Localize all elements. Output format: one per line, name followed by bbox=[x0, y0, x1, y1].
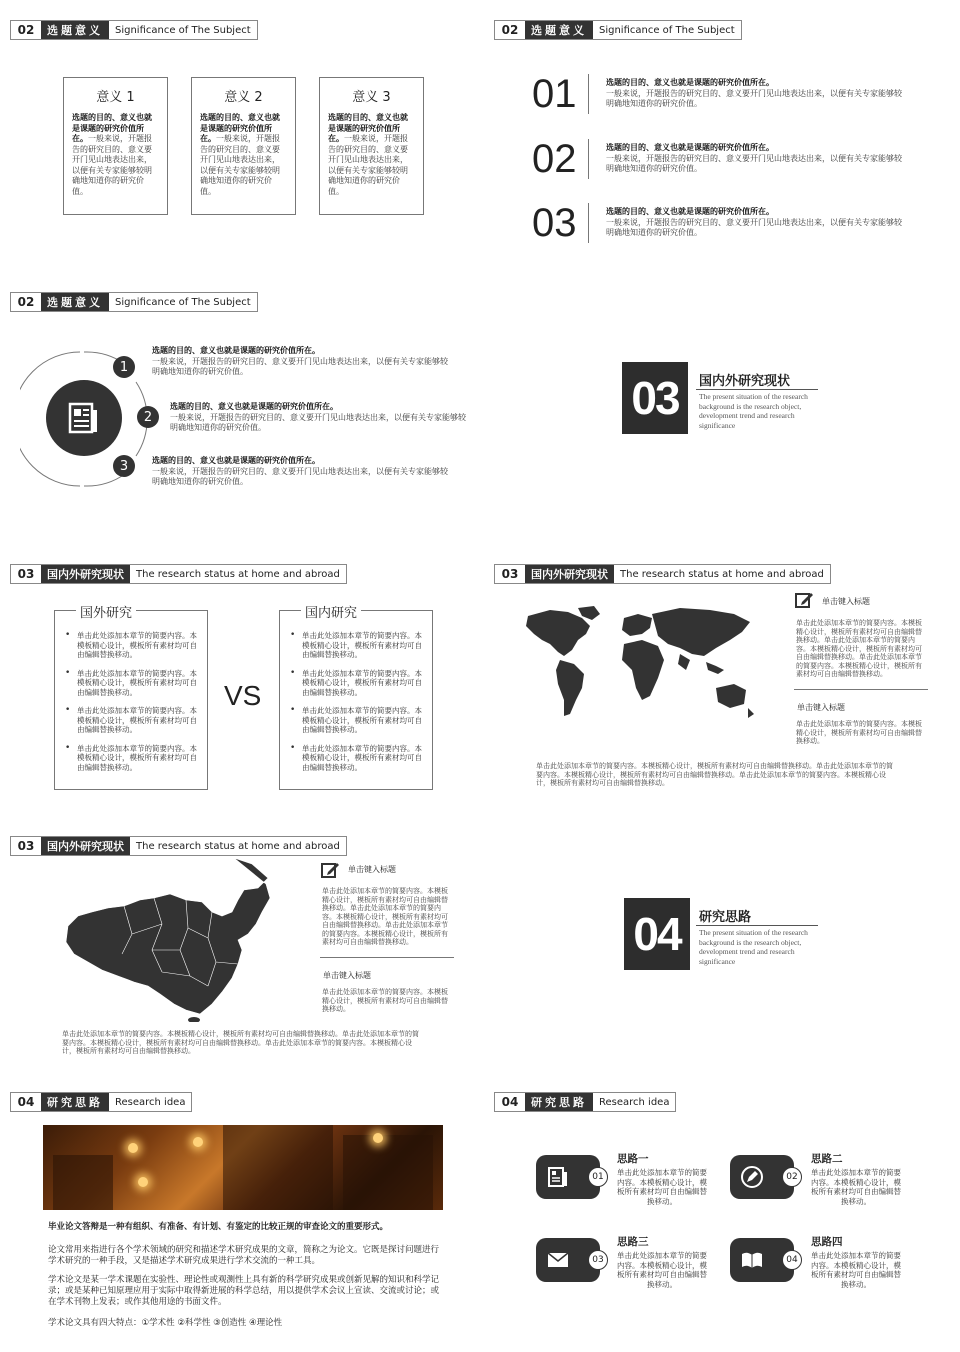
header-title-en: Significance of The Subject bbox=[599, 24, 735, 36]
slide-header bbox=[494, 20, 742, 40]
numbered-row bbox=[532, 137, 912, 189]
bottom-text: 单击此处添加本章节的简要内容。本模板精心设计，模板所有素材均可自由编辑替换移动。单击此处添加本章节的简要内容。本模板精心设计，模板所有素材均可自由编辑替换移动。单击此处添加本章节的简要内容。本模板精心设计，模板所有素材均可自由编辑替换移动。 bbox=[62, 1030, 419, 1055]
section-divider bbox=[696, 389, 818, 390]
meaning-box-1 bbox=[63, 77, 168, 215]
divider bbox=[588, 74, 589, 114]
numbered-row bbox=[532, 201, 912, 253]
step-text: 一般来说，开题报告的研究目的、意义要开门见山地表达出来，以便有关专家能够较明确地知道你的研究价值。 bbox=[152, 356, 448, 376]
step-number-2: 2 bbox=[137, 406, 159, 428]
meaning-box-2 bbox=[191, 77, 296, 215]
idea-text: 单击此处添加本章节的简要内容。本模板精心设计，模板所有素材均可自由编辑替换移动。 bbox=[811, 1168, 901, 1206]
idea-title: 思路二 bbox=[811, 1153, 843, 1165]
idea-title: 思路四 bbox=[811, 1236, 843, 1248]
block-text: 单击此处添加本章节的简要内容。本模板精心设计，模板所有素材均可自由编辑替换移动。单击此处添加本章节的简要内容。本模板精心设计，模板所有素材均可自由编辑替换移动。单击此处添加本章节的简要内容。本模板精心设计，模板所有素材均可自由编辑替换移动。 bbox=[322, 887, 448, 946]
pencil-icon bbox=[740, 1165, 764, 1189]
header-number: 03 bbox=[495, 565, 525, 583]
row-number: 02 bbox=[532, 137, 577, 181]
numbered-row bbox=[532, 72, 912, 124]
list-item: • 单击此处添加本章节的简要内容。本模板精心设计，模板所有素材均可自由编辑替换移动。 bbox=[302, 706, 422, 735]
meaning-box-title: 意义 1 bbox=[96, 90, 135, 105]
slide-header bbox=[10, 1092, 192, 1112]
header-title-cn: 选题意义 bbox=[41, 293, 109, 311]
section-divider bbox=[696, 925, 818, 926]
library-photo bbox=[43, 1125, 443, 1210]
row-text: 一般来说，开题报告的研究目的、意义要开门见山地表达出来，以便有关专家能够较明确地知道你的研究价值。 bbox=[606, 153, 902, 173]
slide-header bbox=[10, 20, 258, 40]
slide-header bbox=[10, 292, 258, 312]
slide-section-03 bbox=[484, 272, 958, 538]
meaning-box-text: 一般来说，开题报告的研究目的、意义要开门见山地表达出来，以便有关专家能够较明确地知道你的研究价值。 bbox=[328, 134, 408, 196]
section-title: 国内外研究现状 bbox=[699, 374, 791, 389]
header-title-en: The research status at home and abroad bbox=[136, 568, 340, 580]
headline-text: 毕业论文答辩是一种有组织、有准备、有计划、有鉴定的比较正规的审查论文的重要形式。 bbox=[48, 1222, 389, 1232]
list-item: • 单击此处添加本章节的简要内容。本模板精心设计，模板所有素材均可自由编辑替换移动。 bbox=[77, 706, 197, 735]
list-item: • 单击此处添加本章节的简要内容。本模板精心设计，模板所有素材均可自由编辑替换移动。 bbox=[302, 744, 422, 773]
row-text: 一般来说，开题报告的研究目的、意义要开门见山地表达出来，以便有关专家能够较明确地知道你的研究价值。 bbox=[606, 88, 902, 108]
list-item: • 单击此处添加本章节的简要内容。本模板精心设计，模板所有素材均可自由编辑替换移动。 bbox=[77, 669, 197, 698]
edit-icon bbox=[794, 590, 814, 614]
step-bold: 选题的目的、意义也就是课题的研究价值所在。 bbox=[152, 346, 320, 355]
header-title-cn: 选题意义 bbox=[525, 21, 593, 39]
header-title-cn: 研究思路 bbox=[41, 1093, 109, 1111]
meaning-box-text: 一般来说，开题报告的研究目的、意义要开门见山地表达出来，以便有关专家能够较明确地知道你的研究价值。 bbox=[200, 134, 280, 196]
idea-title: 思路一 bbox=[617, 1153, 649, 1165]
divider bbox=[588, 139, 589, 179]
idea-text: 单击此处添加本章节的简要内容。本模板精心设计，模板所有素材均可自由编辑替换移动。 bbox=[617, 1168, 707, 1206]
step-text: 一般来说，开题报告的研究目的、意义要开门见山地表达出来，以便有关专家能够较明确地知道你的研究价值。 bbox=[170, 412, 466, 432]
domestic-research-box bbox=[279, 610, 433, 790]
row-bold: 选题的目的、意义也就是课题的研究价值所在。 bbox=[606, 143, 774, 152]
block-title: 单击键入标题 bbox=[822, 597, 870, 606]
section-number: 03 bbox=[622, 362, 688, 434]
step-bold: 选题的目的、意义也就是课题的研究价值所在。 bbox=[152, 456, 320, 465]
slide-header bbox=[494, 564, 831, 584]
document-icon bbox=[546, 1165, 570, 1189]
block-text: 单击此处添加本章节的简要内容。本模板精心设计，模板所有素材均可自由编辑替换移动。 bbox=[796, 720, 922, 745]
meaning-box-bold: 选题的目的、意义也就是课题的研究价值所在。 bbox=[200, 113, 280, 143]
section-title: 研究思路 bbox=[699, 910, 752, 925]
row-bold: 选题的目的、意义也就是课题的研究价值所在。 bbox=[606, 78, 774, 87]
slide-world-map bbox=[484, 544, 958, 810]
idea-number: 03 bbox=[588, 1250, 608, 1270]
domestic-research-title: 国内研究 bbox=[301, 602, 361, 621]
edit-icon bbox=[320, 860, 340, 884]
header-title-cn: 选题意义 bbox=[41, 21, 109, 39]
header-title-en: The research status at home and abroad bbox=[620, 568, 824, 580]
slide-section-04 bbox=[484, 816, 958, 1082]
bottom-text: 单击此处添加本章节的简要内容。本模板精心设计，模板所有素材均可自由编辑替换移动。单击此处添加本章节的简要内容。本模板精心设计，模板所有素材均可自由编辑替换移动。单击此处添加本章节的简要内容。本模板精心设计，模板所有素材均可自由编辑替换移动。 bbox=[536, 762, 893, 787]
header-number: 02 bbox=[11, 21, 41, 39]
meaning-box-title: 意义 2 bbox=[224, 90, 263, 105]
idea-title: 思路三 bbox=[617, 1236, 649, 1248]
slide-china-map bbox=[0, 816, 474, 1082]
paragraph-3: 学术论文具有四大特点：①学术性 ②科学性 ③创造性 ④理论性 bbox=[48, 1318, 283, 1328]
header-title-cn: 研究思路 bbox=[525, 1093, 593, 1111]
china-map bbox=[62, 854, 276, 1022]
row-number: 03 bbox=[532, 201, 577, 245]
block-text: 单击此处添加本章节的简要内容。本模板精心设计，模板所有素材均可自由编辑替换移动。单击此处添加本章节的简要内容。本模板精心设计，模板所有素材均可自由编辑替换移动。单击此处添加本章节的简要内容。本模板精心设计，模板所有素材均可自由编辑替换移动。 bbox=[796, 619, 922, 678]
header-number: 03 bbox=[11, 837, 41, 855]
section-number: 04 bbox=[624, 898, 690, 970]
row-number: 01 bbox=[532, 72, 577, 116]
idea-text: 单击此处添加本章节的简要内容。本模板精心设计，模板所有素材均可自由编辑替换移动。 bbox=[811, 1251, 901, 1289]
header-title-cn: 国内外研究现状 bbox=[525, 565, 614, 583]
meaning-box-text: 一般来说，开题报告的研究目的、意义要开门见山地表达出来，以便有关专家能够较明确地知道你的研究价值。 bbox=[72, 134, 152, 196]
paragraph-2: 学术论文是某一学术课题在实验性、理论性或观测性上具有新的科学研究成果或创新见解的知识和科学记录；或是某种已知原理应用于实际中取得新进展的科学总结，用以提供学术会议上宣读、交流或讨论；或在学术刊物上发表；或作其他用途的书面文件。 bbox=[48, 1275, 440, 1307]
header-title-en: The research status at home and abroad bbox=[136, 840, 340, 852]
list-item: • 单击此处添加本章节的简要内容。本模板精心设计，模板所有素材均可自由编辑替换移动。 bbox=[77, 631, 197, 660]
header-title-en: Research idea bbox=[115, 1096, 186, 1108]
step-bold: 选题的目的、意义也就是课题的研究价值所在。 bbox=[170, 402, 338, 411]
section-subtitle: The present situation of the research background is the research object, development trend and research significance bbox=[699, 928, 808, 966]
header-title-en: Research idea bbox=[599, 1096, 670, 1108]
mail-icon bbox=[546, 1248, 570, 1272]
block-title: 单击键入标题 bbox=[797, 703, 845, 712]
slide-significance-circle bbox=[0, 272, 474, 538]
row-text: 一般来说，开题报告的研究目的、意义要开门见山地表达出来，以便有关专家能够较明确地知道你的研究价值。 bbox=[606, 217, 902, 237]
list-item: • 单击此处添加本章节的简要内容。本模板精心设计，模板所有素材均可自由编辑替换移动。 bbox=[302, 669, 422, 698]
meaning-box-bold: 选题的目的、意义也就是课题的研究价值所在。 bbox=[328, 113, 408, 143]
header-number: 04 bbox=[495, 1093, 525, 1111]
block-title: 单击键入标题 bbox=[323, 971, 371, 980]
list-item: • 单击此处添加本章节的简要内容。本模板精心设计，模板所有素材均可自由编辑替换移动。 bbox=[302, 631, 422, 660]
header-title-cn: 国内外研究现状 bbox=[41, 837, 130, 855]
slide-header bbox=[494, 1092, 676, 1112]
step-number-3: 3 bbox=[113, 455, 135, 477]
idea-text: 单击此处添加本章节的简要内容。本模板精心设计，模板所有素材均可自由编辑替换移动。 bbox=[617, 1251, 707, 1289]
step-text-1 bbox=[152, 346, 452, 378]
block-text: 单击此处添加本章节的简要内容。本模板精心设计，模板所有素材均可自由编辑替换移动。 bbox=[322, 988, 448, 1013]
block-title: 单击键入标题 bbox=[348, 865, 396, 874]
meaning-box-bold: 选题的目的、意义也就是课题的研究价值所在。 bbox=[72, 113, 152, 143]
meaning-box-title: 意义 3 bbox=[352, 90, 391, 105]
header-number: 03 bbox=[11, 565, 41, 583]
meaning-box-3 bbox=[319, 77, 424, 215]
step-text: 一般来说，开题报告的研究目的、意义要开门见山地表达出来，以便有关专家能够较明确地知道你的研究价值。 bbox=[152, 466, 448, 486]
header-number: 04 bbox=[11, 1093, 41, 1111]
list-item: • 单击此处添加本章节的简要内容。本模板精心设计，模板所有素材均可自由编辑替换移动。 bbox=[77, 744, 197, 773]
idea-number: 01 bbox=[588, 1167, 608, 1187]
book-icon bbox=[740, 1248, 764, 1272]
step-number-1: 1 bbox=[113, 356, 135, 378]
idea-number: 04 bbox=[782, 1250, 802, 1270]
slide-research-idea-grid bbox=[484, 1088, 958, 1352]
vs-label: VS bbox=[224, 680, 262, 711]
divider bbox=[588, 203, 589, 243]
slide-significance-boxes bbox=[0, 0, 474, 266]
foreign-research-box bbox=[54, 610, 208, 790]
slide-research-idea-photo bbox=[0, 1088, 474, 1352]
slide-header bbox=[10, 564, 347, 584]
foreign-research-title: 国外研究 bbox=[76, 602, 136, 621]
slide-significance-list bbox=[484, 0, 958, 266]
header-title-en: Significance of The Subject bbox=[115, 296, 251, 308]
header-title-cn: 国内外研究现状 bbox=[41, 565, 130, 583]
section-subtitle: The present situation of the research background is the research object, development trend and research significance bbox=[699, 392, 808, 430]
idea-number: 02 bbox=[782, 1167, 802, 1187]
document-icon bbox=[64, 398, 104, 438]
divider bbox=[320, 957, 454, 958]
step-text-2 bbox=[170, 402, 470, 434]
row-bold: 选题的目的、意义也就是课题的研究价值所在。 bbox=[606, 207, 774, 216]
paragraph-1: 论文常用来指进行各个学术领域的研究和描述学术研究成果的文章，简称之为论文。它既是探讨问题进行学术研究的一种手段，又是描述学术研究成果进行学术交流的一种工具。 bbox=[48, 1245, 440, 1266]
step-text-3 bbox=[152, 456, 452, 488]
header-number: 02 bbox=[495, 21, 525, 39]
world-map bbox=[520, 604, 770, 734]
header-number: 02 bbox=[11, 293, 41, 311]
divider bbox=[794, 689, 928, 690]
header-title-en: Significance of The Subject bbox=[115, 24, 251, 36]
slide-header bbox=[10, 836, 347, 856]
slide-research-vs bbox=[0, 544, 474, 810]
